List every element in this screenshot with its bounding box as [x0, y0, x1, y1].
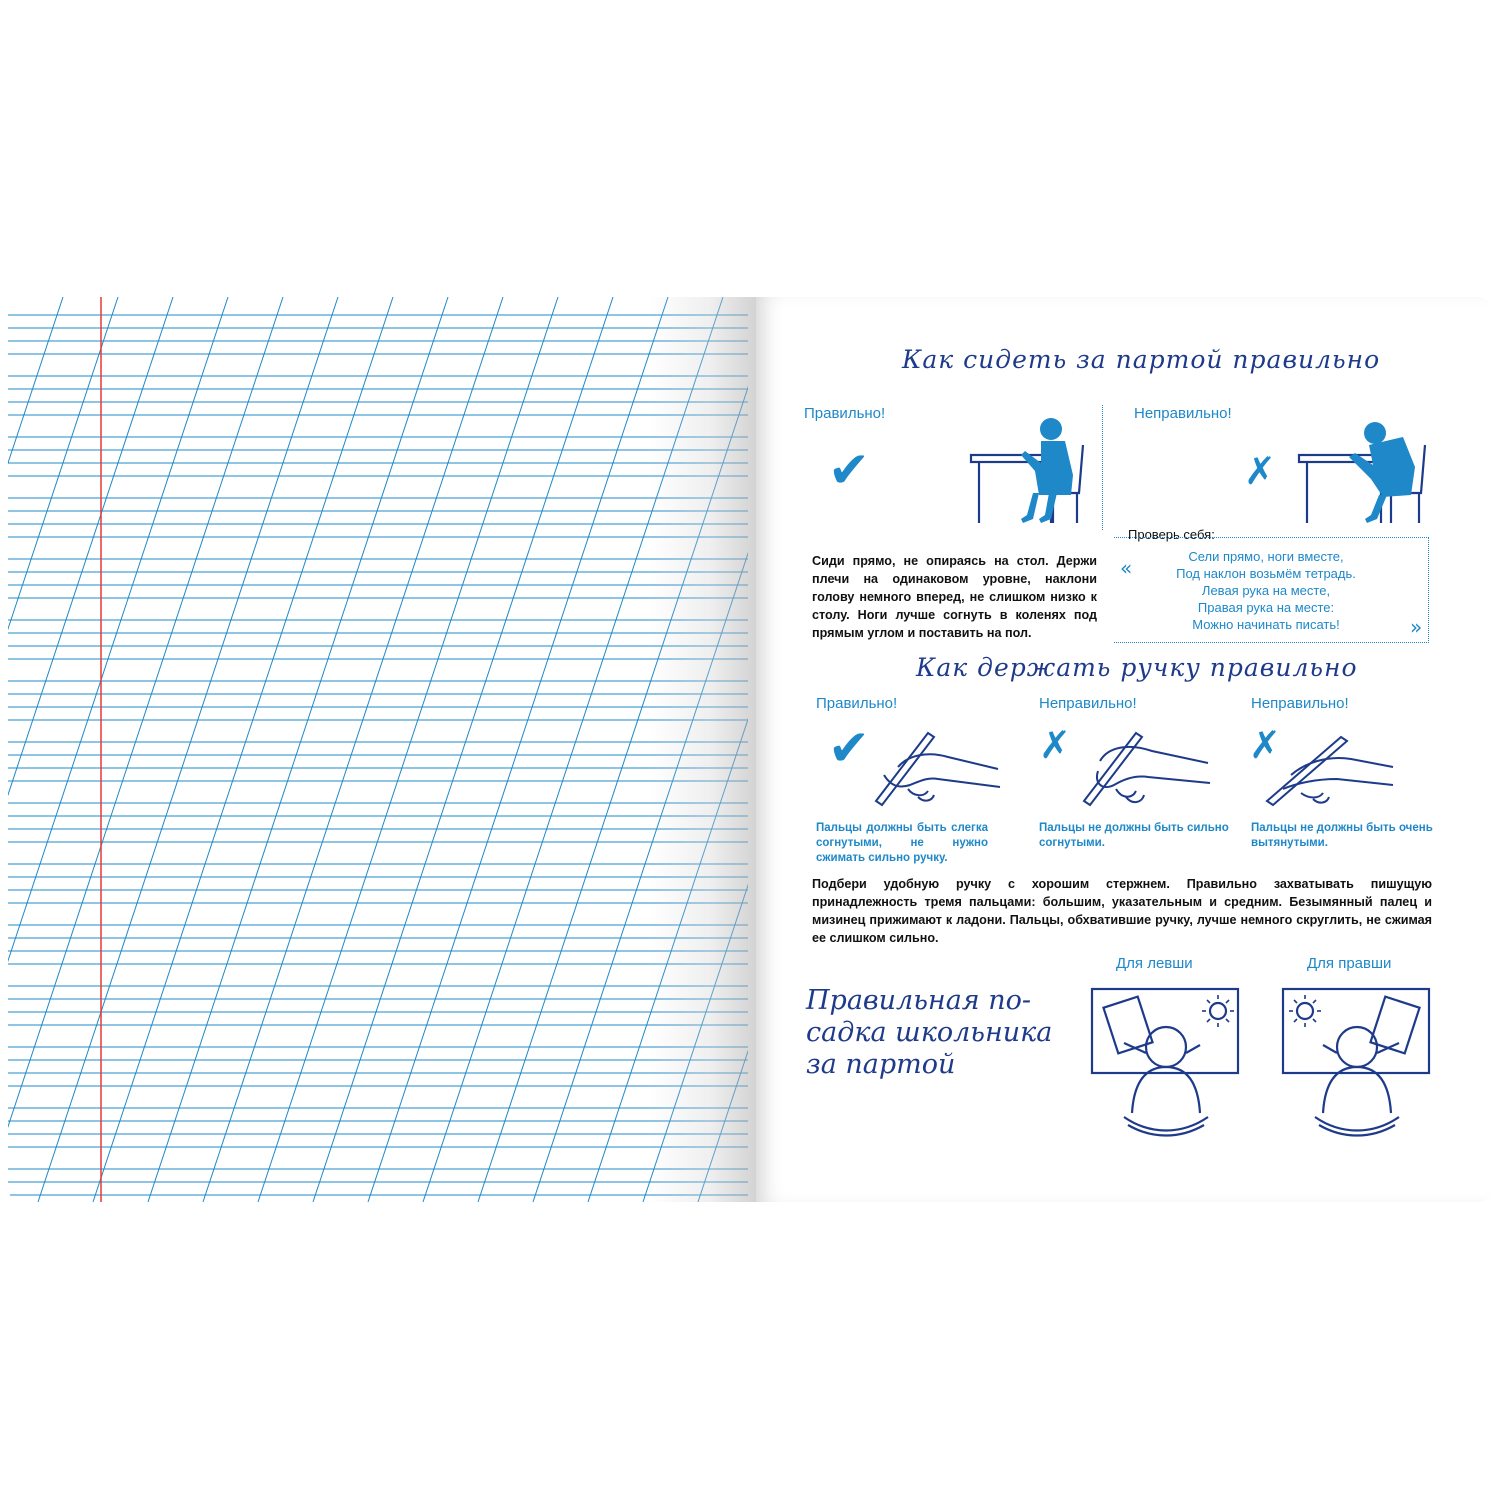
hand-wrong-1-illustration: [1078, 727, 1218, 807]
slant-rule: [93, 297, 393, 1202]
cross-icon: ✗: [1249, 723, 1281, 767]
check-icon: ✔: [828, 719, 870, 777]
sitting-wrong-label: Неправильно!: [1134, 405, 1232, 422]
ruling-grid: [8, 297, 748, 1202]
poem-line: Под наклон возьмём тетрадь.: [1176, 566, 1356, 581]
right-handed-desk-illustration: [1281, 987, 1433, 1137]
left-handed-label: Для левши: [1116, 955, 1193, 972]
posture-title-line: садка школьника: [806, 1017, 1053, 1048]
sitting-wrong-illustration: [1291, 415, 1436, 527]
slant-rule: [313, 297, 613, 1202]
check-icon: ✔: [828, 441, 870, 499]
pen-correct-caption: Пальцы должны быть слегка согнутыми, не нужно сжимать сильно ручку.: [816, 822, 988, 864]
chevron-right-icon: »: [1410, 615, 1423, 639]
right-handed-label: Для правши: [1307, 955, 1392, 972]
slant-rule: [8, 297, 173, 1202]
posture-title-line: за партой: [806, 1049, 956, 1080]
sitting-description: Сиди прямо, не опираясь на стол. Держи плечи на одинаковом уровне, наклони голову немного вперед, не слишком низко к столу. Ноги лучше согнуть в коленях под прямым углом и поставить на пол.: [812, 554, 1097, 640]
sitting-correct-illustration: [961, 415, 1091, 527]
cross-icon: ✗: [1244, 449, 1276, 493]
instructions-page: [756, 297, 1492, 1202]
posture-title-line: Правильная по-: [806, 985, 1032, 1016]
sitting-correct-label: Правильно!: [804, 405, 886, 422]
pen-correct-label: Правильно!: [816, 695, 898, 712]
slant-rule: [368, 297, 668, 1202]
chevron-left-icon: «: [1120, 556, 1133, 580]
slant-rule: [8, 297, 63, 1202]
pen-wrong-label-2: Неправильно!: [1251, 695, 1349, 712]
slant-rule: [38, 297, 338, 1202]
slant-rule: [8, 297, 228, 1202]
pen-wrong-caption-2: Пальцы не должны быть очень вытянутыми.: [1251, 822, 1433, 849]
poem-line: Левая рука на месте,: [1201, 583, 1331, 598]
slant-rule: [8, 297, 283, 1202]
slant-rule: [148, 297, 448, 1202]
slant-rule: [258, 297, 558, 1202]
cross-icon: ✗: [1039, 723, 1071, 767]
check-yourself-title: Проверь себя:: [1128, 527, 1215, 542]
hand-wrong-2-illustration: [1261, 727, 1401, 807]
posture-title: [806, 985, 1052, 1081]
notebook-spread: [8, 297, 1492, 1202]
pen-description: Подбери удобную ручку с хорошим стержнем. Правильно захватывать пишущую принадлежность тремя пальцами: большим, указательным и средним. Безымянный палец и мизинец прижимают к ладони. Пальцы, обхватившие ручку, лучше немного скруглить, не сжимая ее слишком сильно.: [812, 877, 1432, 945]
poem-line: Сели прямо, ноги вместе,: [1188, 549, 1344, 564]
pen-title: Как держать ручку правильно: [916, 653, 1358, 682]
poem: [1136, 548, 1396, 633]
poem-line: Можно начинать писать!: [1192, 617, 1340, 632]
divider-line: [1102, 405, 1103, 530]
left-handed-desk-illustration: [1090, 987, 1242, 1137]
hand-correct-illustration: [868, 727, 1008, 807]
page-gutter-shadow: [648, 297, 760, 1202]
pen-wrong-caption-1: Пальцы не должны быть сильно согнутыми.: [1039, 822, 1229, 849]
slant-rule: [203, 297, 503, 1202]
sitting-title: Как сидеть за партой правильно: [902, 345, 1381, 374]
pen-wrong-label-1: Неправильно!: [1039, 695, 1137, 712]
poem-line: Правая рука на месте:: [1197, 600, 1335, 615]
ruled-page: [8, 297, 748, 1202]
